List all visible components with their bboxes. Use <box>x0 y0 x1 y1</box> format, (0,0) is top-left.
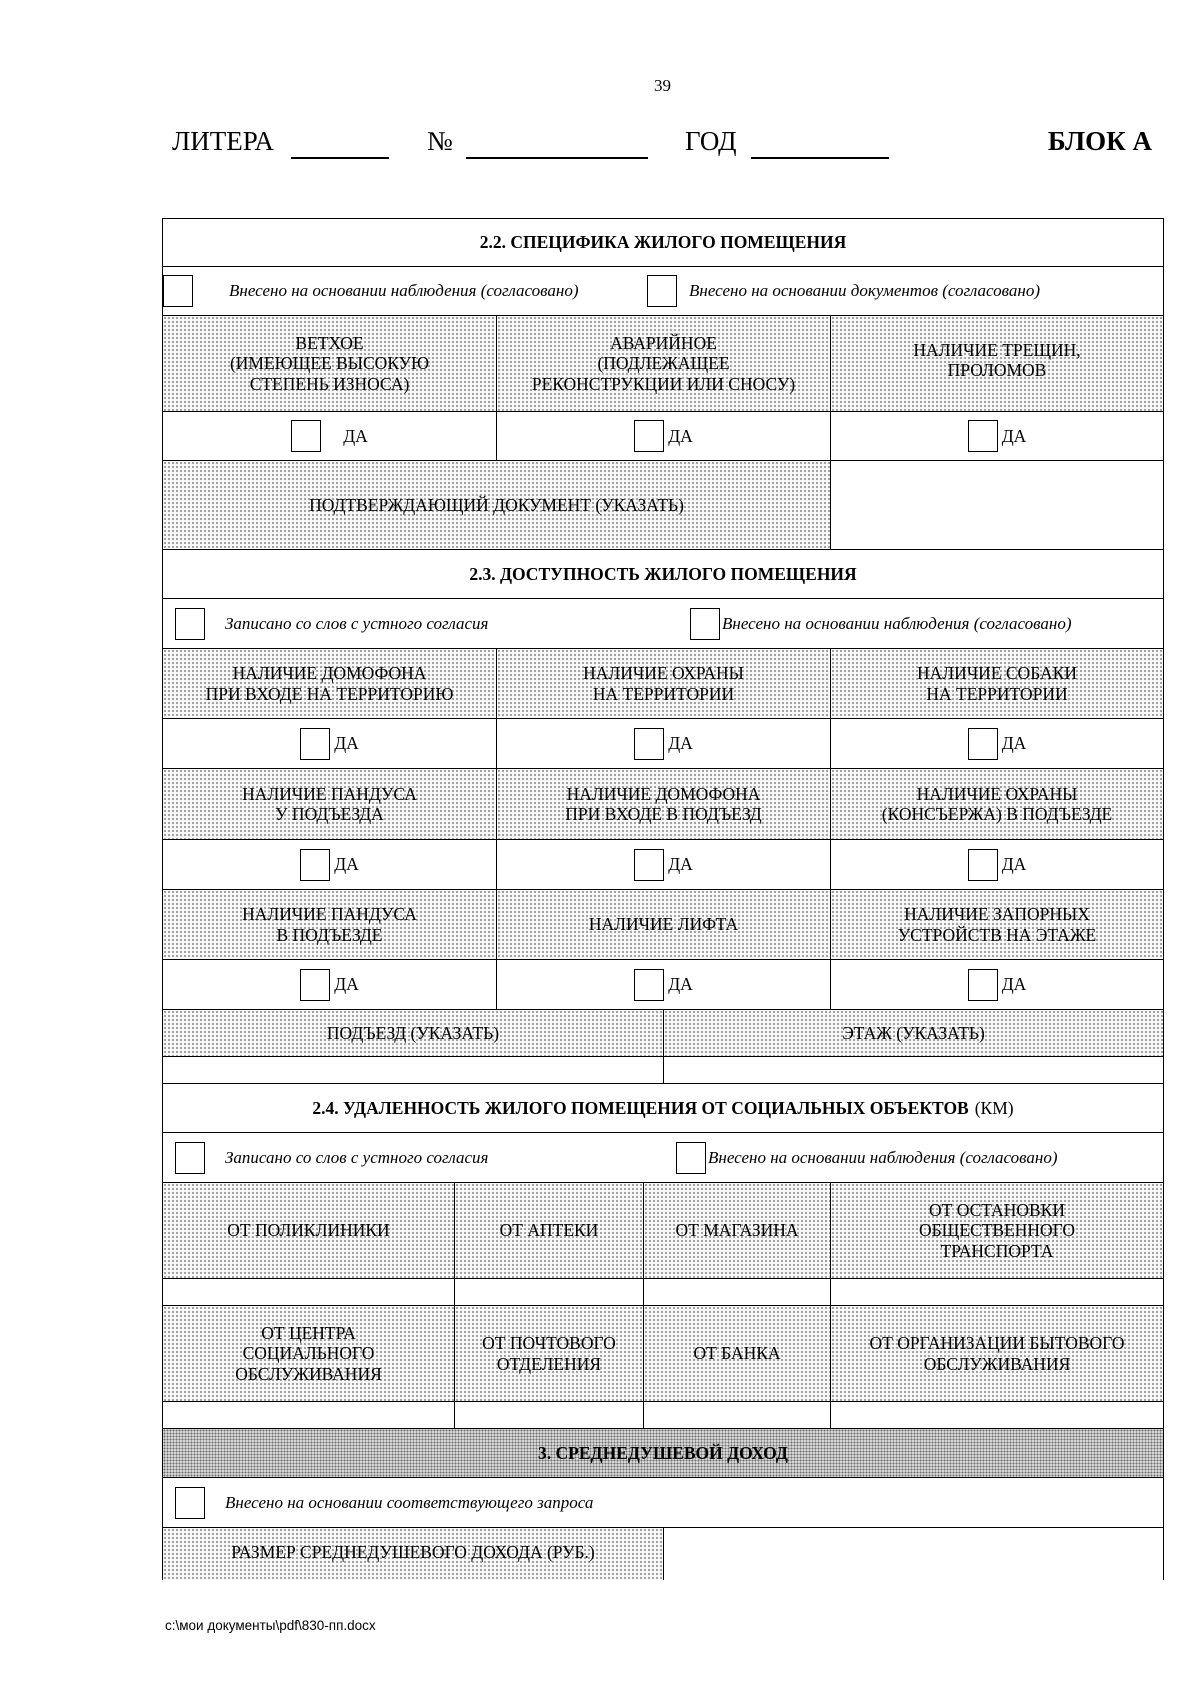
income-label: РАЗМЕР СРЕДНЕДУШЕВОГО ДОХОДА (РУБ.) <box>163 1528 664 1580</box>
dog-territory-yes <box>831 719 1163 768</box>
transport-stop-field[interactable] <box>831 1279 1163 1305</box>
ramp-inside-yes <box>163 960 497 1009</box>
security-territory-yes <box>497 719 831 768</box>
floor-field[interactable] <box>664 1057 1163 1083</box>
note-observation-text: Внесено на основании наблюдения (согласовано) <box>229 281 579 300</box>
bank-header <box>644 1306 831 1401</box>
checkbox-observation[interactable] <box>163 275 193 307</box>
note-observation-2-text: Внесено на основании наблюдения (согласовано) <box>722 613 1072 633</box>
post-office-field[interactable] <box>455 1402 644 1428</box>
dilapidated-line-3: СТЕПЕНЬ ИЗНОСА) <box>249 373 410 394</box>
floor-label: ЭТАЖ (УКАЗАТЬ) <box>664 1010 1163 1056</box>
checkbox-security-territory[interactable] <box>634 728 664 760</box>
header-line: НАЛИЧИЕ ОХРАНЫ <box>916 783 1078 804</box>
entrance-field[interactable] <box>163 1057 664 1083</box>
emergency-header <box>497 316 831 411</box>
checkbox-cracks[interactable] <box>968 420 998 452</box>
yes-label: ДА <box>1001 733 1027 754</box>
shop-header <box>644 1183 831 1278</box>
header-line: НА ТЕРРИТОРИИ <box>926 683 1068 704</box>
header-line: НА ТЕРРИТОРИИ <box>592 683 735 704</box>
header-line: ОТДЕЛЕНИЯ <box>496 1353 602 1374</box>
section-2-2-headers-row <box>163 316 1163 412</box>
consumer-services-field[interactable] <box>831 1402 1163 1428</box>
confirming-document-field[interactable] <box>831 461 1163 549</box>
note-observation-2 <box>690 608 1072 640</box>
social-center-header <box>163 1306 455 1401</box>
section-2-3-title: 2.3. ДОСТУПНОСТЬ ЖИЛОГО ПОМЕЩЕНИЯ <box>469 563 857 584</box>
consumer-services-header <box>831 1306 1163 1401</box>
form-table <box>162 218 1164 1580</box>
checkbox-observation-2[interactable] <box>690 608 720 640</box>
note-observation-3-text: Внесено на основании наблюдения (согласовано) <box>708 1147 1058 1167</box>
checkbox-request[interactable] <box>175 1487 205 1519</box>
locks-header <box>831 890 1163 959</box>
intercom-territory-header <box>163 649 497 718</box>
checkbox-dog-territory[interactable] <box>968 728 998 760</box>
yes-label: ДА <box>668 854 693 875</box>
access-headers-row-1 <box>163 649 1163 719</box>
note-request <box>163 1487 593 1519</box>
section-3-title-row <box>163 1429 1163 1478</box>
bank-field[interactable] <box>644 1402 831 1428</box>
transport-stop-header <box>831 1183 1163 1278</box>
header-line: НАЛИЧИЕ ПАНДУСА <box>242 783 417 804</box>
yes-label: ДА <box>668 425 693 446</box>
header-line: НАЛИЧИЕ ДОМОФОНА <box>232 663 427 684</box>
header-line: ПРИ ВХОДЕ НА ТЕРРИТОРИЮ <box>205 683 454 704</box>
note-observation-3 <box>676 1142 1058 1174</box>
polyclinic-field[interactable] <box>163 1279 455 1305</box>
checkbox-intercom-entrance[interactable] <box>634 849 664 881</box>
elevator-yes <box>497 960 831 1009</box>
note-request-text: Внесено на основании соответствующего запроса <box>225 1492 594 1512</box>
pharmacy-field[interactable] <box>455 1279 644 1305</box>
intercom-territory-yes <box>163 719 497 768</box>
checkbox-concierge[interactable] <box>968 849 998 881</box>
concierge-yes <box>831 840 1163 889</box>
section-2-4-title-row <box>163 1084 1163 1133</box>
page-number: 39 <box>654 76 671 95</box>
yes-label: ДА <box>1001 425 1027 446</box>
entrance-floor-input-row <box>163 1057 1163 1084</box>
year-label: ГОД <box>685 126 737 156</box>
header-line: ОТ АПТЕКИ <box>499 1220 599 1241</box>
header-line: НАЛИЧИЕ ЛИФТА <box>588 914 739 935</box>
access-yes-row-3 <box>163 960 1163 1010</box>
header-line: ОТ ОРГАНИЗАЦИИ БЫТОВОГО <box>869 1333 1125 1354</box>
note-verbal-2-text: Записано со слов с устного согласия <box>225 1147 489 1167</box>
block-label: БЛОК А <box>1047 126 1152 156</box>
header-line: ОТ ОСТАНОВКИ <box>929 1200 1065 1221</box>
distance-input-row-1 <box>163 1279 1163 1306</box>
access-yes-row-2 <box>163 840 1163 890</box>
header-line: ОБСЛУЖИВАНИЯ <box>235 1363 382 1384</box>
header-line: ОТ БАНКА <box>693 1343 781 1364</box>
header-line: ОТ ЦЕНТРА <box>261 1323 356 1344</box>
cracks-line-2: ПРОЛОМОВ <box>947 360 1047 381</box>
checkbox-intercom-territory[interactable] <box>300 728 330 760</box>
note-verbal-2 <box>163 1142 676 1174</box>
security-territory-header <box>497 649 831 718</box>
intercom-entrance-yes <box>497 840 831 889</box>
post-office-header <box>455 1306 644 1401</box>
header-line: НАЛИЧИЕ ОХРАНЫ <box>583 663 744 684</box>
emergency-line-1: АВАРИЙНОЕ <box>610 333 717 354</box>
header-line: НАЛИЧИЕ ЗАПОРНЫХ <box>904 904 1090 925</box>
checkbox-observation-3[interactable] <box>676 1142 706 1174</box>
section-2-4-title <box>163 1084 1163 1132</box>
ramp-entrance-yes <box>163 840 497 889</box>
yes-label: ДА <box>334 854 359 875</box>
polyclinic-header <box>163 1183 455 1278</box>
litera-label: ЛИТЕРА <box>172 126 274 156</box>
header-line: ОТ ПОЛИКЛИНИКИ <box>227 1220 390 1241</box>
section-2-3-title-row <box>163 550 1163 599</box>
header-line: У ПОДЪЕЗДА <box>275 804 384 824</box>
header-line: В ПОДЪЕЗДЕ <box>276 924 383 945</box>
entrance-label: ПОДЪЕЗД (УКАЗАТЬ) <box>163 1010 664 1056</box>
access-headers-row-3 <box>163 890 1163 960</box>
section-2-2-title: 2.2. СПЕЦИФИКА ЖИЛОГО ПОМЕЩЕНИЯ <box>479 232 847 253</box>
intercom-entrance-header <box>497 769 831 839</box>
note-documents-text: Внесено на основании документов (согласовано) <box>689 281 1040 300</box>
year-field[interactable] <box>751 157 889 159</box>
number-field[interactable] <box>466 157 648 159</box>
section-2-4-note-row <box>163 1133 1163 1183</box>
checkbox-elevator[interactable] <box>634 969 664 1001</box>
access-yes-row-1 <box>163 719 1163 769</box>
emergency-yes <box>497 412 831 460</box>
number-label: № <box>427 126 453 156</box>
header-line: (КОНСЪЕРЖА) В ПОДЪЕЗДЕ <box>881 804 1113 824</box>
distance-headers-row-2 <box>163 1306 1163 1402</box>
section-3-note-row <box>163 1478 1163 1528</box>
checkbox-ramp-inside[interactable] <box>300 969 330 1001</box>
header-line: ОТ ПОЧТОВОГО <box>482 1333 616 1354</box>
footer-file-path: c:\мои документы\pdf\830-пп.docx <box>165 1618 376 1633</box>
header-line: ОБСЛУЖИВАНИЯ <box>923 1353 1071 1374</box>
confirming-document-row <box>163 461 1163 550</box>
cracks-yes <box>831 412 1163 460</box>
locks-yes <box>831 960 1163 1009</box>
yes-label: ДА <box>343 425 368 446</box>
dilapidated-line-2: (ИМЕЮЩЕЕ ВЫСОКУЮ <box>229 353 430 374</box>
elevator-header <box>497 890 831 959</box>
checkbox-documents[interactable] <box>647 275 677 307</box>
dilapidated-yes <box>163 412 497 460</box>
emergency-line-2: (ПОДЛЕЖАЩЕЕ <box>597 353 730 374</box>
litera-field[interactable] <box>291 157 389 159</box>
cracks-line-1: НАЛИЧИЕ ТРЕЩИН, <box>913 340 1081 360</box>
section-2-3-note-row <box>163 599 1163 649</box>
section-2-2-title-row <box>163 219 1163 267</box>
yes-label: ДА <box>1001 974 1027 995</box>
distance-input-row-2 <box>163 1402 1163 1429</box>
ramp-entrance-header <box>163 769 497 839</box>
section-2-2-note-row <box>163 267 1163 316</box>
header-line: НАЛИЧИЕ ПАНДУСА <box>242 904 417 925</box>
access-headers-row-2 <box>163 769 1163 840</box>
document-header <box>172 126 1152 166</box>
social-center-field[interactable] <box>163 1402 455 1428</box>
dilapidated-header <box>163 316 497 411</box>
section-2-2-yes-row <box>163 412 1163 461</box>
note-documents <box>647 275 1040 307</box>
checkbox-locks[interactable] <box>968 969 998 1001</box>
header-line: УСТРОЙСТВ НА ЭТАЖЕ <box>897 924 1097 945</box>
yes-label: ДА <box>668 733 693 754</box>
pharmacy-header <box>455 1183 644 1278</box>
checkbox-verbal-2[interactable] <box>175 1142 205 1174</box>
header-line: ОБЩЕСТВЕННОГО <box>919 1220 1075 1241</box>
yes-label: ДА <box>668 974 693 995</box>
dilapidated-line-1: ВЕТХОЕ <box>295 333 364 354</box>
section-2-4-unit: (КМ) <box>974 1097 1014 1118</box>
checkbox-emergency[interactable] <box>634 420 664 452</box>
checkbox-verbal[interactable] <box>175 608 205 640</box>
yes-label: ДА <box>334 974 359 995</box>
income-field[interactable] <box>664 1528 1163 1580</box>
shop-field[interactable] <box>644 1279 831 1305</box>
note-observation <box>163 275 647 307</box>
concierge-header <box>831 769 1163 839</box>
yes-label: ДА <box>1001 854 1027 875</box>
cracks-header <box>831 316 1163 411</box>
header-line: ПРИ ВХОДЕ В ПОДЪЕЗД <box>565 804 762 824</box>
section-3-title: 3. СРЕДНЕДУШЕВОЙ ДОХОД <box>538 1442 788 1463</box>
section-2-4-title-text: 2.4. УДАЛЕННОСТЬ ЖИЛОГО ПОМЕЩЕНИЯ ОТ СОЦИАЛЬНЫХ ОБЪЕКТОВ <box>312 1097 969 1118</box>
distance-headers-row-1 <box>163 1183 1163 1279</box>
header-line: НАЛИЧИЕ ДОМОФОНА <box>566 783 761 804</box>
header-line: СОЦИАЛЬНОГО <box>242 1343 375 1364</box>
confirming-document-label: ПОДТВЕРЖДАЮЩИЙ ДОКУМЕНТ (УКАЗАТЬ) <box>163 461 831 549</box>
header-line: ОТ МАГАЗИНА <box>675 1220 799 1241</box>
dog-territory-header <box>831 649 1163 718</box>
entrance-floor-label-row <box>163 1010 1163 1057</box>
header-line: НАЛИЧИЕ СОБАКИ <box>917 663 1077 684</box>
checkbox-dilapidated[interactable] <box>291 420 321 452</box>
note-verbal-text: Записано со слов с устного согласия <box>225 613 489 633</box>
emergency-line-3: РЕКОНСТРУКЦИИ ИЛИ СНОСУ) <box>531 373 796 394</box>
yes-label: ДА <box>334 733 359 754</box>
ramp-inside-header <box>163 890 497 959</box>
note-verbal <box>163 608 690 640</box>
header-line: ТРАНСПОРТА <box>940 1240 1054 1261</box>
income-row <box>163 1528 1163 1580</box>
checkbox-ramp-entrance[interactable] <box>300 849 330 881</box>
